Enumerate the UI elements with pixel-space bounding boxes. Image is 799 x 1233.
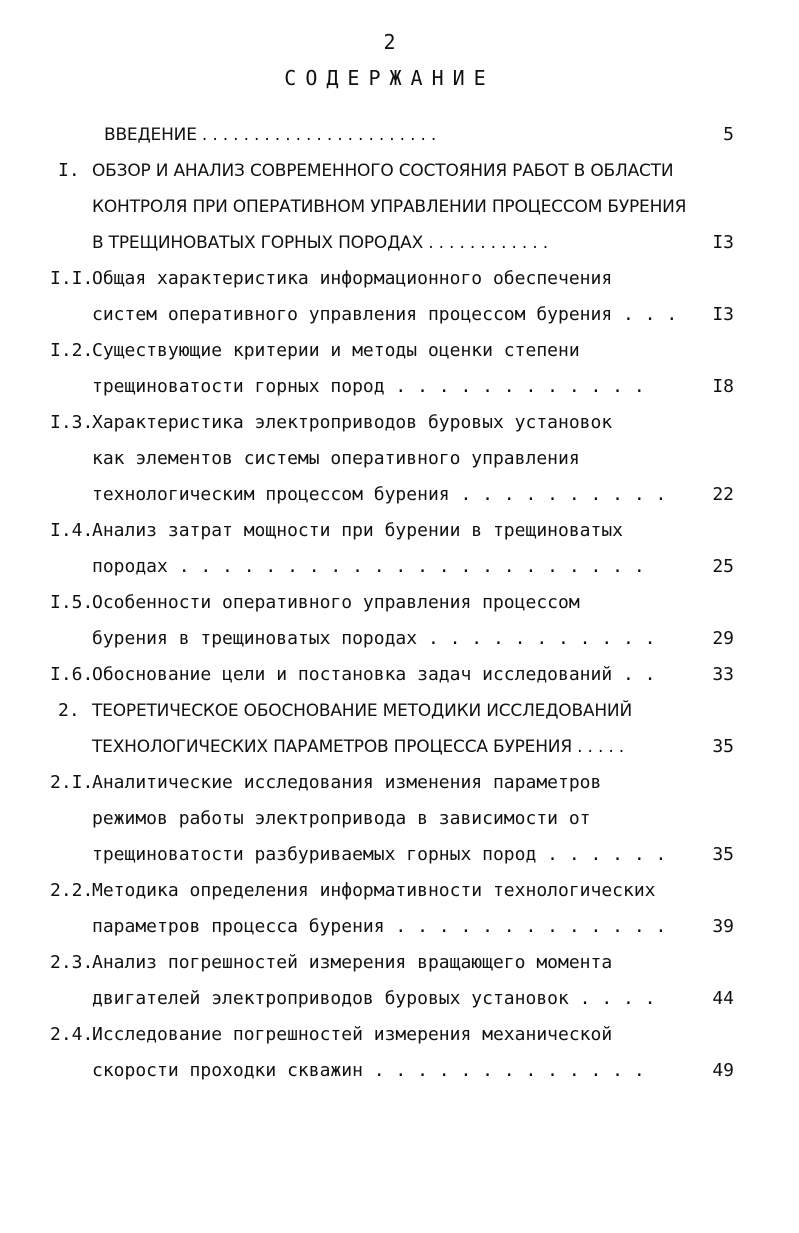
toc-entry-line: параметров процесса бурения . . . . . . . . . . . . . — [92, 916, 667, 937]
toc-page-ref: I3 — [712, 304, 734, 325]
toc-page-ref: 49 — [712, 1060, 734, 1081]
toc-page-ref: 39 — [712, 916, 734, 937]
toc-entry-number: I.6. — [50, 664, 94, 685]
toc-entry-number: I.3. — [50, 412, 94, 433]
toc-entry-number: I.4. — [50, 520, 94, 541]
toc-entry-line: ТЕХНОЛОГИЧЕСКИХ ПАРАМЕТРОВ ПРОЦЕССА БУРЕНИЯ . . . . . — [92, 737, 624, 757]
toc-page-ref: I3 — [712, 232, 734, 253]
toc-entry-line: Особенности оперативного управления процессом — [92, 592, 580, 613]
toc-page-ref: 35 — [712, 736, 734, 757]
toc-page-ref: 5 — [723, 124, 734, 145]
toc-page-ref: 35 — [712, 844, 734, 865]
toc-page-ref: 22 — [712, 484, 734, 505]
toc-entry-line: Анализ погрешностей измерения вращающего момента — [92, 952, 613, 973]
toc-page-ref: I8 — [712, 376, 734, 397]
toc-entry-line: бурения в трещиноватых породах . . . . . . . . . . . — [92, 628, 656, 649]
toc-entry-number: 2.2. — [50, 880, 94, 901]
toc-entry-line: режимов работы электропривода в зависимости от — [92, 808, 591, 829]
toc-entry-number: 2.4. — [50, 1024, 94, 1045]
toc-entry-number: I.2. — [50, 340, 94, 361]
toc-entry-line: ВВЕДЕНИЕ . . . . . . . . . . . . . . . . . . . . . . . — [104, 125, 437, 145]
toc-entry-line: Исследование погрешностей измерения механической — [92, 1024, 613, 1045]
toc-entry-line: как элементов системы оперативного управления — [92, 448, 580, 469]
page-title: СОДЕРЖАНИЕ — [284, 66, 495, 90]
toc-page-ref: 44 — [712, 988, 734, 1009]
toc-entry-line: КОНТРОЛЯ ПРИ ОПЕРАТИВНОМ УПРАВЛЕНИИ ПРОЦЕССОМ БУРЕНИЯ — [92, 197, 687, 217]
toc-entry-line: скорости проходки скважин . . . . . . . . . . . . . — [92, 1060, 645, 1081]
toc-entry-number: 2.I. — [50, 772, 94, 793]
toc-entry-line: Существующие критерии и методы оценки степени — [92, 340, 580, 361]
toc-entry-line: ТЕОРЕТИЧЕСКОЕ ОБОСНОВАНИЕ МЕТОДИКИ ИССЛЕДОВАНИЙ — [92, 701, 632, 721]
toc-entry-line: систем оперативного управления процессом бурения . . . — [92, 304, 678, 325]
toc-page-ref: 29 — [712, 628, 734, 649]
toc-page-ref: 25 — [712, 556, 734, 577]
toc-entry-line: Анализ затрат мощности при бурении в трещиноватых — [92, 520, 624, 541]
toc-page-ref: 33 — [712, 664, 734, 685]
toc-entry-line: Аналитические исследования изменения параметров — [92, 772, 602, 793]
toc-entry-number: 2.3. — [50, 952, 94, 973]
toc-entry-number: 2. — [58, 700, 80, 721]
toc-entry-line: двигателей электроприводов буровых установок . . . . — [92, 988, 656, 1009]
toc-entry-line: трещиноватости разбуриваемых горных пород . . . . . . — [92, 844, 667, 865]
toc-entry-number: I.I. — [50, 268, 94, 289]
toc-entry-line: Характеристика электроприводов буровых установок — [92, 412, 613, 433]
toc-entry-line: В ТРЕЩИНОВАТЫХ ГОРНЫХ ПОРОДАХ . . . . . . . . . . . . — [92, 233, 548, 253]
toc-entry-line: ОБЗОР И АНАЛИЗ СОВРЕМЕННОГО СОСТОЯНИЯ РАБОТ В ОБЛАСТИ — [92, 161, 674, 181]
toc-entry-line: Общая характеристика информационного обеспечения — [92, 268, 613, 289]
page-number: 2 — [383, 30, 396, 54]
toc-entry-line: породах . . . . . . . . . . . . . . . . . . . . . . — [92, 556, 645, 577]
toc-entry-number: I. — [58, 160, 80, 181]
toc-entry-number: I.5. — [50, 592, 94, 613]
toc-entry-line: Обоснование цели и постановка задач исследований . . — [92, 664, 656, 685]
toc-entry-line: трещиноватости горных пород . . . . . . . . . . . . — [92, 376, 645, 397]
toc-entry-line: Методика определения информативности технологических — [92, 880, 656, 901]
toc-entry-line: технологическим процессом бурения . . . . . . . . . . — [92, 484, 667, 505]
